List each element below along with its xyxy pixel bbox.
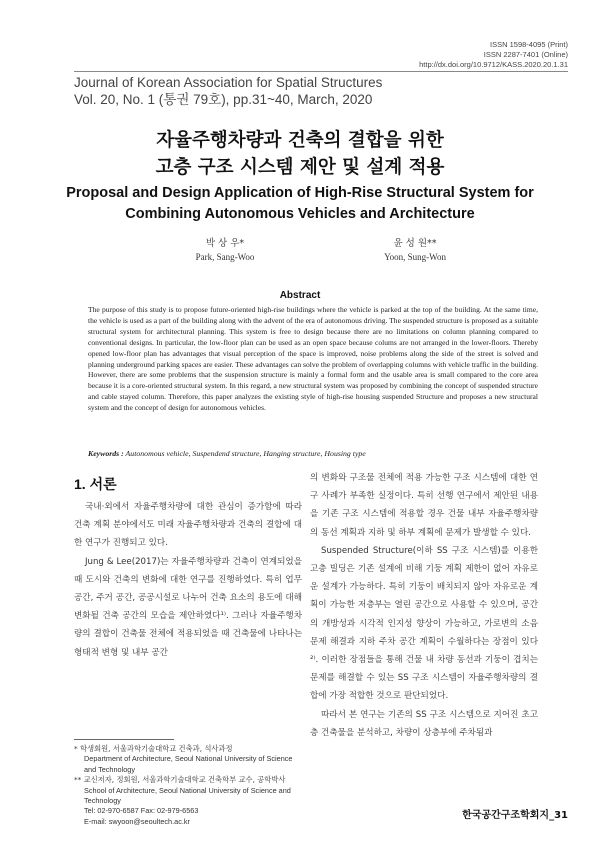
footnote-rule (74, 739, 174, 740)
paragraph: 의 변화와 구조물 전체에 적용 가능한 구조 시스템에 대한 연구 사례가 부족한 실정이다. 특히 선행 연구에서 제안된 내용을 기존 구조 시스템에 적용할 경우 건물 내부 자율주행차량의 동선 계획과 지하 및 하부 계획에 문제가 발생할 수 있다. (310, 473, 538, 538)
footnotes (74, 744, 302, 827)
issn-block (419, 40, 568, 70)
footnote-line: ** 교신저자, 정회원, 서울과학기술대학교 건축학부 교수, 공학박사 (74, 775, 286, 785)
title-english-line-1: Proposal and Design Application of High-Rise Structural System for (66, 185, 534, 201)
issn-print: ISSN 1598-4095 (Print) (490, 40, 568, 49)
author-2 (325, 235, 505, 262)
issn-online: ISSN 2287-7401 (Online) (483, 50, 568, 59)
paragraph: 따라서 본 연구는 기존의 SS 구조 시스템으로 지어진 초고층 건축물을 분석하고, 차량이 상층부에 주차됨과 (310, 709, 538, 738)
author-2-english: Yoon, Sung-Won (384, 252, 446, 262)
section-heading-introduction: 1. 서론 (74, 476, 117, 492)
paragraph: Jung & Lee(2017)는 자율주행차량과 건축이 연계되었을 때 도시와 건축의 변화에 대한 연구를 진행하였다. 특히 업무 공간, 주거 공간, 공공시설로 나누어 건축 요소의 용도에 대해 변화될 건축 공간의 모습을 제안하였다¹⁾. 그러나 자율주행차량의 결합이 건축물 전체에 적용되었을 때 건축물에 나타나는 형태적 변형 및 내부 공간 (74, 556, 302, 658)
page-footer: 한국공간구조학회지_31 (462, 810, 568, 821)
abstract-body: The purpose of this study is to propose future-oriented high-rise buildings where the vehicle is parked at the top of the building. At the same time, the vehicle is used as a part of the building along with the advent of the era of autonomous driving. The suspended structure is proposed as a suitable structural system for architectural planning. This system is free to design because there are no limitations on column planning compared to conventional designs. In particular, the low-floor plan can be used as an open space because colums are not arranged in the lower-floors. Thereby opened low-floor plan has advantages that visual perception of the space is improved, noise problems along the side of the street is solved and planning underground parking spaces are easier. These advantages can solve the problem of overlapping columns with vehicle traffic in the building. However, there are some problems that the suspension structure is mainly a formal form and the usable area is small compared to the core area because it is a core-oriented structural system. In this regard, a new structural system was proposed by combining the concept of suspended structure and cable stayed column. Therefore, this paper analyzes the existing style of high-rise housing suspended Structure and proposes a new structural system and the concept of design for autonomous vehicles. (88, 305, 538, 413)
author-1-korean: 박 상 우* (205, 238, 245, 249)
keywords-text: Autonomous vehicle, Suspendend structure, Hanging structure, Housing type (125, 449, 366, 458)
footnote-line: School of Architecture, Seoul National University of Science and Technology (84, 785, 291, 806)
journal-info (74, 74, 382, 108)
footnote-line: Department of Architecture, Seoul National University of Science and Technology (84, 754, 293, 774)
title-korean-line-2: 고층 구조 시스템 제안 및 설계 적용 (155, 157, 445, 178)
body-column-right (310, 469, 538, 742)
journal-name: Journal of Korean Association for Spatial Structures (74, 75, 383, 90)
author-1-english: Park, Sang-Woo (195, 252, 255, 262)
footnote-line: Tel: 02-970-6587 Fax: 02-979-6563 (84, 806, 199, 816)
doi-link[interactable]: http://dx.doi.org/10.9712/KASS.2020.20.1.31 (419, 60, 568, 69)
body-column-left (74, 498, 302, 662)
keywords (88, 449, 538, 458)
footnote-line: * 학생회원, 서울과학기술대학교 건축과, 석사과정 (74, 744, 233, 753)
title-korean-line-1: 자율주행차량과 건축의 결합을 위한 (156, 130, 444, 151)
author-2-korean: 윤 성 원** (393, 238, 437, 249)
abstract-heading: Abstract (279, 290, 321, 301)
author-1 (135, 235, 315, 262)
footnote-email[interactable]: E-mail: swyoon@seoultech.ac.kr (84, 816, 190, 826)
journal-volume: Vol. 20, No. 1 (통권 79호), pp.31~40, March, 2020 (74, 92, 373, 107)
paragraph: Suspended Structure(이하 SS 구조 시스템)를 이용한 고층 빌딩은 기존 설계에 비해 기둥 계획 제한이 없어 자유로운 설계가 가능하다. 특히 기둥이 배치되지 않아 자유로운 계획이 가능한 저층부는 열린 공간으로 사용할 수 있으며, 공간의 개방성과 시각적 인지성 향상이 가능하고, 가로변의 소음 문제 해결과 지하 주차 공간 계획이 수월하다는 장점이 있다²⁾. 이러한 장점들을 통해 건물 내 차량 동선과 기둥이 겹치는 문제를 해결할 수 있는 SS 구조 시스템이 자율주행차량의 결합에 가장 적합한 것으로 판단되었다. (310, 545, 538, 702)
paragraph: 국내·외에서 자율주행차량에 대한 관심이 증가함에 따라 건축 계획 분야에서도 미래 자율주행차량과 건축의 결합에 대한 연구가 진행되고 있다. (74, 502, 302, 549)
title-english-line-2: Combining Autonomous Vehicles and Architecture (125, 206, 475, 222)
header-rule (74, 71, 568, 72)
keywords-label: Keywords : (88, 449, 124, 458)
